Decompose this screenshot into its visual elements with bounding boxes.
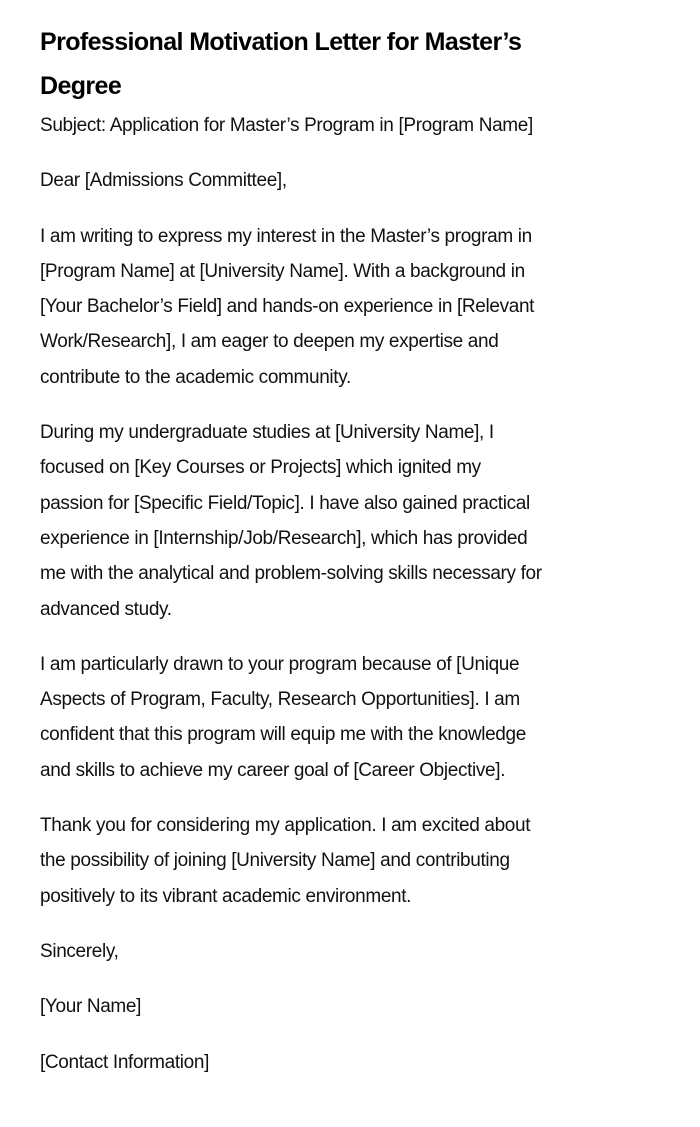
signature-name: [Your Name] bbox=[40, 996, 142, 1018]
body-paragraph-closing: Thank you for considering my application. I am excited about the possibility of joining [University Name] and contributing positively to its vibrant academic environment. bbox=[40, 815, 531, 907]
title-line-2: Degree bbox=[40, 72, 122, 100]
closing: Sincerely, bbox=[40, 940, 119, 962]
body-paragraph-program: I am particularly drawn to your program because of [Unique Aspects of Program, Faculty, Research Opportunities]. I am confident that this program will equip me with the knowledge and skills to achieve my career goal of [Career Objective]. bbox=[40, 653, 526, 781]
contact-information: [Contact Information] bbox=[40, 1051, 210, 1073]
letter-document bbox=[40, 20, 660, 1100]
body-paragraph-intro: I am writing to express my interest in the Master’s program in [Program Name] at [University Name]. With a background in [Your Bachelor’s Field] and hands-on experience in [Relevant Work/Research], I am eager to deepen my expertise and contribute to the academic community. bbox=[40, 225, 535, 388]
salutation: Dear [Admissions Committee], bbox=[40, 170, 287, 192]
subject-line: Subject: Application for Master’s Program in [Program Name] bbox=[40, 115, 533, 136]
title-line-1: Professional Motivation Letter for Master’s bbox=[40, 28, 522, 56]
page-title bbox=[40, 20, 660, 108]
body-paragraph-background: During my undergraduate studies at [University Name], I focused on [Key Courses or Projects] which ignited my passion for [Specific Field/Topic]. I have also gained practical experience in [Internship/Job/Research], which has provided me with the analytical and problem-solving skills necessary for advanced study. bbox=[40, 422, 542, 620]
